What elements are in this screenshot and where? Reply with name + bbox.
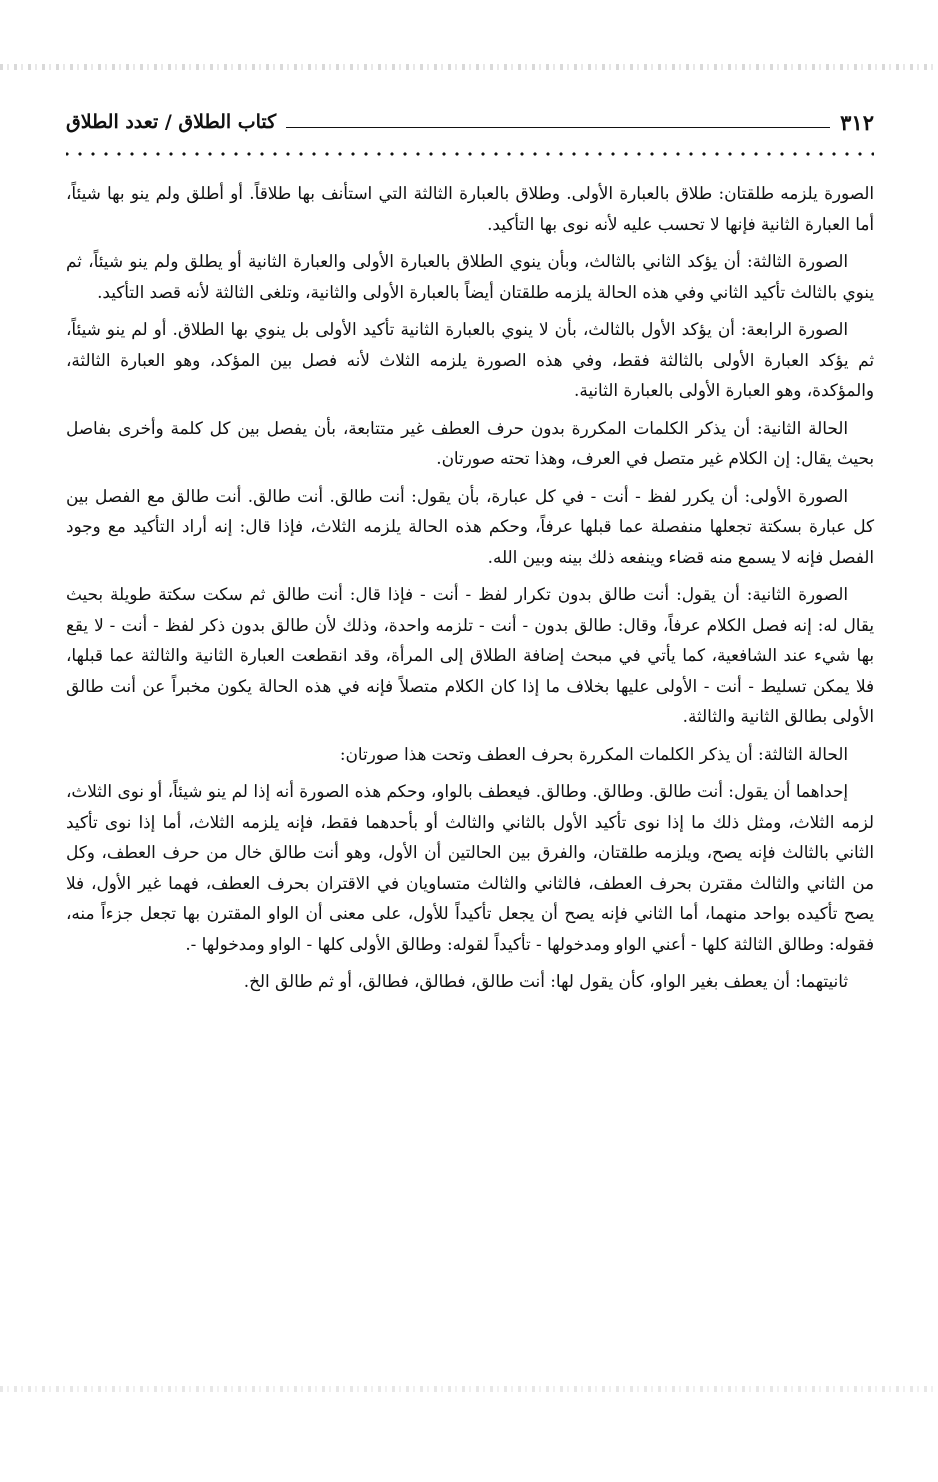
running-title: كتاب الطلاق / تعدد الطلاق <box>66 111 277 133</box>
paragraph: الصورة يلزمه طلقتان: طلاق بالعبارة الأولى. وطلاق بالعبارة الثالثة التي استأنف بها طلاقاً. أو أطلق ولم ينو بها شيئاً، أما العبارة الثانية فإنها لا تحسب عليه لأنه نوى بها التأكيد. <box>66 183 874 234</box>
paragraph: ثانيتهما: أن يعطف بغير الواو، كأن يقول لها: أنت طالق، فطالق، فطالق، أو ثم طالق الخ. <box>243 971 848 991</box>
paragraph: الحالة الثالثة: أن يذكر الكلمات المكررة بحرف العطف وتحت هذا صورتان: <box>339 743 848 764</box>
paragraph: الصورة الرابعة: أن يؤكد الأول بالثالث، بأن لا ينوي بالعبارة الثانية تأكيد الأولى بل ينوي بها الطلاق. أو لم ينو شيئاً، ثم يؤكد العبارة الأولى بالثالثة فقط، وفي هذه الصورة يلزمه الثلاث لأنه فصل بين المؤكد، وهو العبارة الثالثة، والمؤكدة، وهو العبارة الأولى بالعبارة الثانية. <box>66 319 874 400</box>
page-header <box>66 106 874 138</box>
page-number: ٣١٢ <box>840 109 874 135</box>
dotted-separator <box>66 148 874 160</box>
paragraph: إحداهما أن يقول: أنت طالق. وطالق. وطالق. فيعطف بالواو، وحكم هذه الصورة أنه إذا لم ينو شيئاً، أو نوى الثلاث، لزمه الثلاث، ومثل ذلك ما إذا نوى تأكيد الأول بالثاني والثالث أو بأحدهما فقط، فإنه يلزمه الثلاث، أما إذا نوى تأكيد الثاني بالثالث فإنه يصح، ويلزمه طلقتان، والفرق بين الحالتين أن الأول، وهو أنت طالق خال من حرف العطف، وكل من الثاني والثالث مقترن بحرف العطف، فالثاني والثالث متساويان في الاقتران بحرف العطف، فهما غير الأول، فلا يصح تأكيده بواحد منهما، أما الثاني فإنه يصح أن يجعل تأكيداً للأول، على معنى أن الواو المقترن بها تجعل جزءاً منه، فقوله: وطالق الثالثة كلها - أعني الواو ومدخولها - تأكيداً لقوله: وطالق الأولى كلها - الواو ومدخولها -. <box>66 781 874 954</box>
paragraph: الصورة الأولى: أن يكرر لفظ - أنت - في كل عبارة، بأن يقول: أنت طالق. أنت طالق. أنت طالق مع الفصل بين كل عبارة بسكتة تجعلها منفصلة عما قبلها عرفاً، وحكم هذه الحالة يلزمه الثلاث، فإذا قال: إنه أراد التأكيد مع وجود الفصل فإنه لا يسمع منه قضاء وينفعه ذلك بينه وبين الله. <box>66 485 874 567</box>
scan-edge-bottom <box>0 1386 938 1392</box>
paragraph: الصورة الثانية: أن يقول: أنت طالق بدون تكرار لفظ - أنت - فإذا قال: أنت طالق ثم سكت سكتة طويلة بحيث يقال له: إنه فصل الكلام عرفاً، وقال: طالق بدون - أنت - تلزمه واحدة، وذلك لأن طالق بدون ذكر لفظ - أنت - لا يقع بها شيء عند الشافعية، كما يأتي في مبحث إضافة الطلاق إلى المرأة، وقد انقطعت العبارة الثانية والثالثة عما قبلها، فلا يمكن تسليط - أنت - الأولى عليها بخلاف ما إذا كان الكلام متصلاً فإنه في هذه الحالة يكون مخبراً عن أنت طالق الأولى بطالق الثانية والثالثة. <box>66 584 874 726</box>
paragraph: الحالة الثانية: أن يذكر الكلمات المكررة بدون حرف العطف غير متتابعة، بأن يفصل بين كل كلمة وأخرى بفاصل بحيث يقال: إن الكلام غير متصل في العرف، وهذا تحته صورتان. <box>66 417 874 468</box>
page-body <box>66 178 874 1004</box>
scan-edge-top <box>0 64 938 70</box>
paragraph: الصورة الثالثة: أن يؤكد الثاني بالثالث، وبأن ينوي الطلاق بالعبارة الأولى والعبارة الثانية أو يطلق ولم ينو شيئاً، ثم ينوي بالثالث تأكيد الثاني وفي هذه الحالة يلزمه طلقتان أيضاً بالعبارة الأولى والثانية، وتلغى الثالثة لأنه قصد التأكيد. <box>66 251 874 302</box>
header-rule <box>286 127 830 128</box>
